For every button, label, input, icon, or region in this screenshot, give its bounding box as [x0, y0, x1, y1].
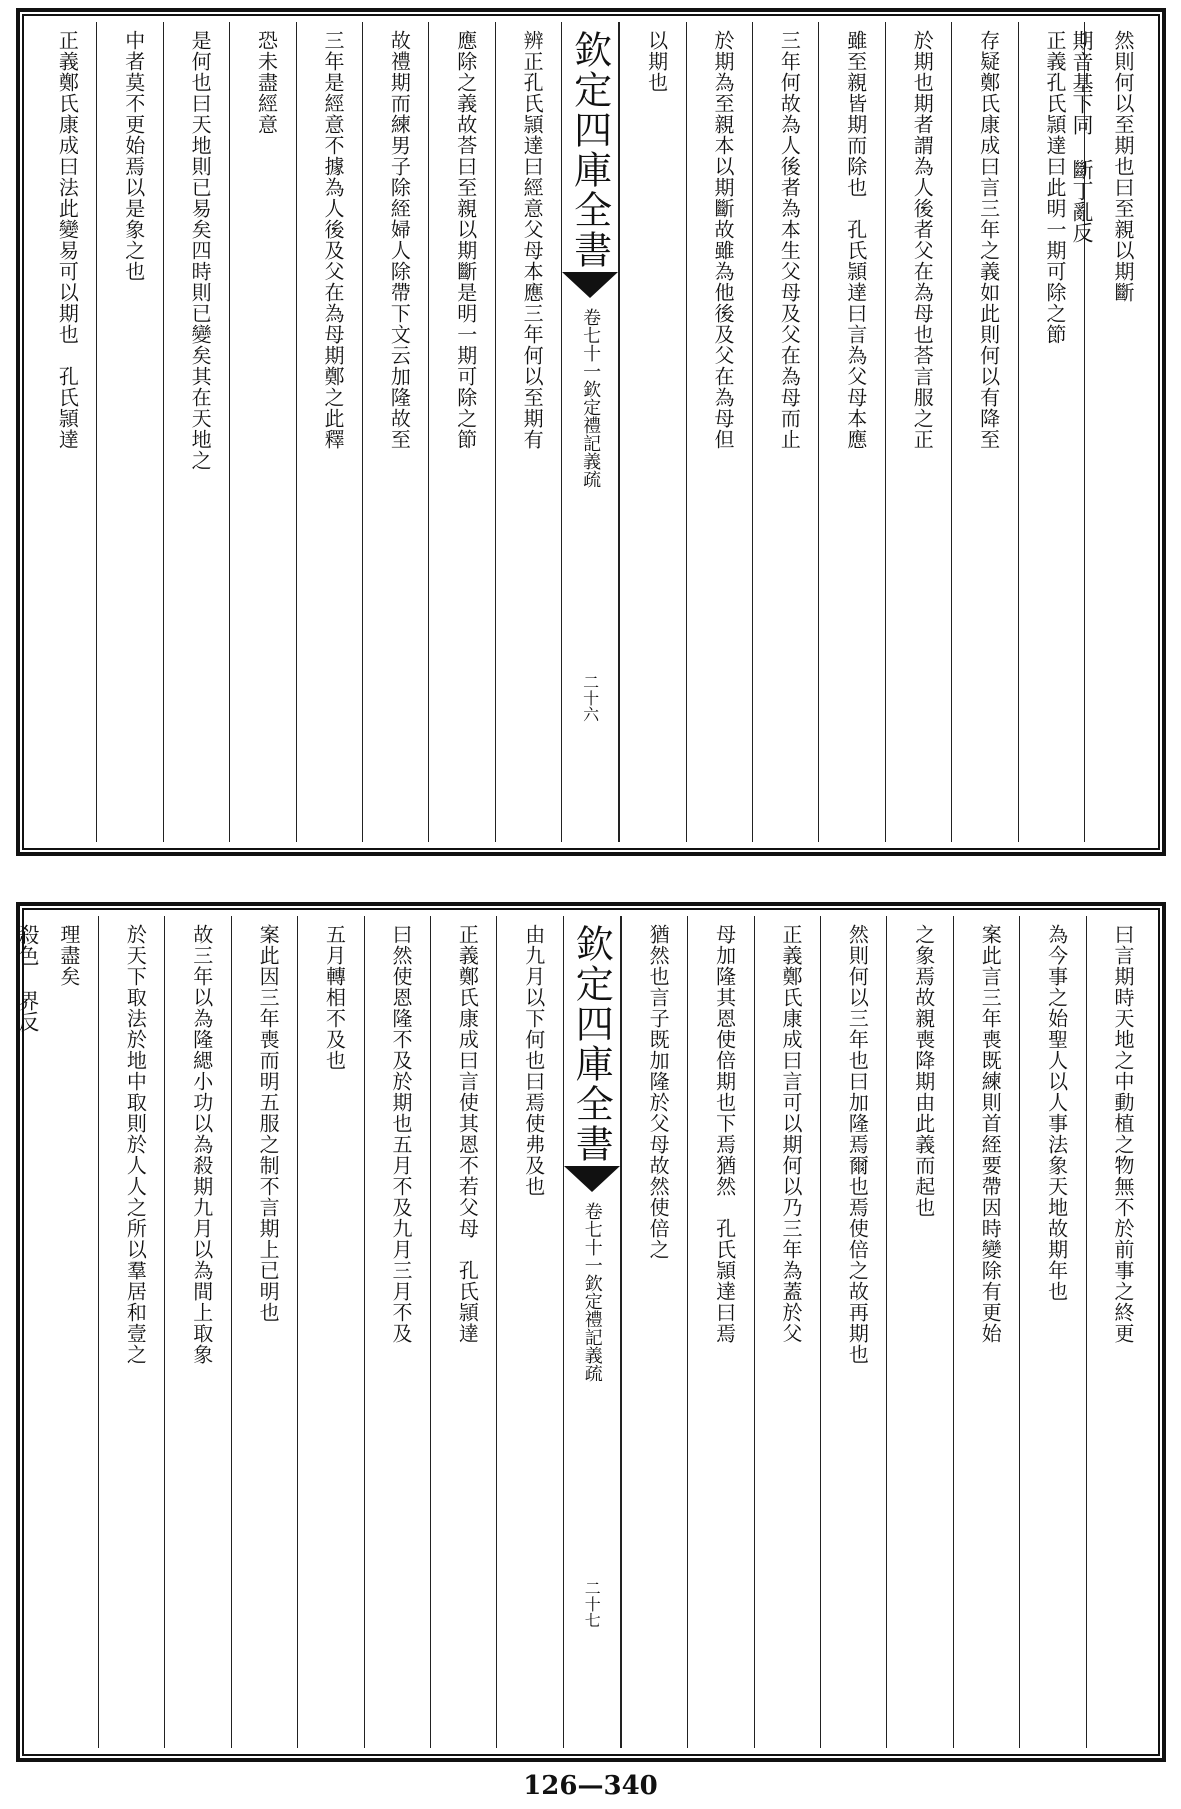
- text-column: [1086, 916, 1152, 1748]
- column-text: 五月轉相不及也: [322, 924, 347, 1071]
- column-text: 然則何以至期也曰至親以期斷: [1111, 30, 1135, 303]
- text-column: [818, 22, 884, 842]
- column-text: 雖至親皆期而除也 孔氏頴達曰言為父母本應: [843, 30, 868, 450]
- fold-margin: [561, 22, 619, 842]
- text-column: [619, 22, 685, 842]
- text-column: [163, 22, 229, 842]
- fold-subtitle: [581, 1202, 603, 1382]
- text-column: [362, 22, 428, 842]
- fold-margin: [563, 916, 621, 1748]
- top-page: [16, 8, 1166, 856]
- fold-volume: 卷七十一: [580, 308, 602, 380]
- column-text: 母加隆其恩使倍期也下焉猶然 孔氏頴達曰焉: [712, 924, 737, 1344]
- text-column: [687, 916, 753, 1748]
- text-column: [96, 22, 162, 842]
- column-text: 為今事之始聖人以人事法象天地故期年也: [1044, 924, 1069, 1302]
- column-text: 然則何以三年也曰加隆焉爾也焉使倍之故再期也: [845, 924, 870, 1365]
- column-text: 於期為至親本以期斷故雖為他後及父在為母但: [710, 30, 735, 450]
- column-text: 由九月以下何也曰焉使弗及也: [521, 924, 546, 1197]
- text-column: [164, 916, 230, 1748]
- column-text: 應除之義故荅曰至親以期斷是明一期可除之節: [453, 30, 478, 450]
- fold-title: 欽定四庫全書: [567, 30, 612, 270]
- fold-book: 欽定禮記義疏: [581, 1274, 603, 1382]
- text-column: [951, 22, 1017, 842]
- column-text: 於天下取法於地中取則於人人之所以羣居和壹之: [123, 924, 148, 1365]
- column-annotation: 期音基下同 斷丁亂反: [1070, 30, 1094, 243]
- column-text: 曰言期時天地之中動植之物無不於前事之終更: [1111, 924, 1135, 1344]
- fish-tail-mark: [562, 272, 618, 298]
- column-text: 故三年以為隆緦小功以為殺期九月以為間上取象: [189, 924, 214, 1365]
- text-column: [98, 916, 164, 1748]
- fold-page-number: 二十七: [582, 1580, 602, 1628]
- column-text: 曰然使恩隆不及於期也五月不及九月三月不及: [388, 924, 413, 1344]
- column-text: 是何也曰天地則已易矣四時則已變矣其在天地之: [188, 30, 213, 471]
- column-text: 存疑鄭氏康成曰言三年之義如此則何以有降至: [976, 30, 1001, 450]
- text-column: [1019, 916, 1085, 1748]
- page-number: 126—340: [523, 1771, 658, 1801]
- column-text: 案此因三年喪而明五服之制不言期上已明也: [256, 924, 281, 1323]
- column-text: 案此言三年喪既練則首絰要帶因時變除有更始: [978, 924, 1003, 1344]
- top-columns: [30, 22, 1152, 842]
- column-text: 三年是經意不據為人後及父在為母期鄭之此釋: [320, 30, 345, 450]
- fold-book: 欽定禮記義疏: [580, 380, 602, 488]
- fold-page-number: 二十六: [580, 674, 600, 722]
- text-column: [30, 22, 96, 842]
- column-text: 於期也期者謂為人後者父在為母也荅言服之正: [910, 30, 935, 450]
- column-annotation: 殺色 界反: [15, 924, 40, 1032]
- text-column: [686, 22, 752, 842]
- fold-title: 欽定四庫全書: [569, 924, 614, 1164]
- column-text: 正義孔氏頴達曰此明一期可除之節: [1043, 30, 1067, 345]
- text-column: [495, 22, 561, 842]
- text-column: [296, 22, 362, 842]
- text-column: [953, 916, 1019, 1748]
- text-column: [886, 916, 952, 1748]
- text-column: [297, 916, 363, 1748]
- column-text: 猶然也言子既加隆於父母故然使倍之: [646, 924, 671, 1260]
- column-text: 辨正孔氏頴達曰經意父母本應三年何以至期有: [520, 30, 545, 450]
- column-text: 三年何故為人後者為本生父母及父在為母而止: [777, 30, 802, 450]
- column-text: 理盡矣: [56, 924, 81, 987]
- text-column: [15, 916, 98, 1748]
- text-column: [430, 916, 496, 1748]
- column-text: 故禮期而練男子除絰婦人除帶下文云加隆故至: [387, 30, 412, 450]
- bottom-page: [16, 902, 1166, 1762]
- column-text: 正義鄭氏康成曰言使其恩不若父母 孔氏頴達: [455, 924, 480, 1344]
- text-column: [231, 916, 297, 1748]
- column-text: 正義鄭氏康成曰言可以期何以乃三年為蓋於父: [778, 924, 803, 1344]
- text-column: [229, 22, 295, 842]
- column-text: 中者莫不更始焉以是象之也: [121, 30, 146, 282]
- text-column: [1018, 22, 1084, 842]
- text-column: [364, 916, 430, 1748]
- text-column: [621, 916, 687, 1748]
- bottom-columns: [15, 916, 1152, 1748]
- text-column: [752, 22, 818, 842]
- column-text: 以期也: [644, 30, 669, 93]
- text-column: [820, 916, 886, 1748]
- text-column: [428, 22, 494, 842]
- text-column: [754, 916, 820, 1748]
- fold-volume: 卷七十一: [581, 1202, 603, 1274]
- fold-subtitle: [579, 308, 601, 488]
- text-column: [1070, 22, 1152, 842]
- fish-tail-mark: [564, 1166, 620, 1192]
- column-text: 正義鄭氏康成曰法此變易可以期也 孔氏頴達: [55, 30, 80, 450]
- column-text: 之象焉故親喪降期由此義而起也: [911, 924, 936, 1218]
- text-column: [496, 916, 562, 1748]
- column-text: 恐未盡經意: [254, 30, 279, 135]
- text-column: [885, 22, 951, 842]
